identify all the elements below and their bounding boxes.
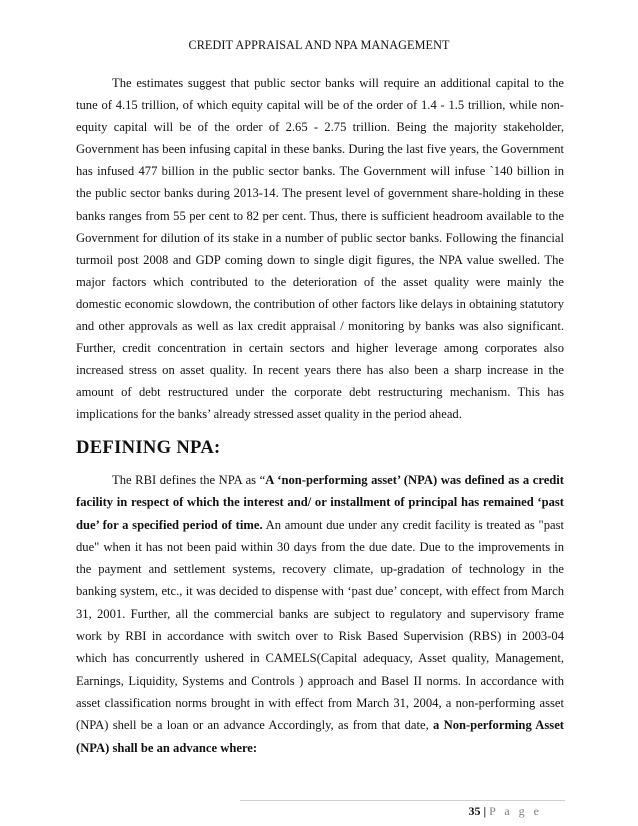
paragraph-1-text: The estimates suggest that public sector banks will require an additional capital to the tune of 4.15 trillion, of which equity capital will be of the order of 1.4 - 1.5 trillion, while non-equity capital will be of the order of 2.65 - 2.75 trillion. Being the majority stakeholder, Government has been infusing capital in these banks. During the last five years, the Government has infused 477 billion in the public sector banks. The Government will infuse `140 billion in the public sector banks during 2013-14. The present level of government share-holding in these banks ranges from 55 per cent to 82 per cent. Thus, there is sufficient headroom available to the Government for dilution of its stake in a number of public sector banks. Following the financial turmoil post 2008 and GDP coming down to single digit figures, the NPA value swelled. The major factors which contributed to the deterioration of the asset quality were mainly the domestic economic slowdown, the contribution of other factors like delays in obtaining statutory and other approvals as well as lax credit appraisal / monitoring by banks was also significant. Further, credit concentration in certain sectors and higher leverage among corporates also increased stress on asset quality. In recent years there has also been a sharp increase in the amount of debt restructured under the corporate debt restructuring mechanism. This has implications for the banks’ already stressed asset quality in the period ahead. <box>76 76 564 422</box>
paragraph-2-body: An amount due under any credit facility is treated as "past due" when it has not been paid within 30 days from the due date. Due to the improvements in the payment and settlement systems, recovery climate, up-gradation of technology in the banking system, etc., it was decided to dispense with ‘past due’ concept, with effect from March 31, 2001. Further, all the commercial banks are subject to regulatory and supervisory frame work by RBI in accordance with switch over to Risk Based Supervision (RBS) in 2003-04 which has concurrently ushered in CAMELS(Capital adequacy, Asset quality, Management, Earnings, Liquidity, Systems and Controls ) approach and Basel II norms. In accordance with asset classification norms brought in with effect from March 31, 2004, a non-performing asset (NPA) shell be a loan or an advance Accordingly, as from that date, <box>76 517 564 733</box>
footer-divider <box>240 800 565 801</box>
body-paragraph-2 <box>76 469 564 759</box>
page-number: 35 <box>468 804 481 818</box>
paragraph-2-intro: The RBI defines the NPA as “ <box>112 473 266 487</box>
running-header: CREDIT APPRAISAL AND NPA MANAGEMENT <box>188 38 450 52</box>
npa-definition-bold: A ‘non-performing asset’ (NPA) was defined as a credit facility in respect of which the interest and/ or installment of principal has remained ‘past due’ for a specified period of time. <box>76 473 564 532</box>
body-paragraph-1 <box>76 72 564 426</box>
page-separator: | <box>483 804 487 818</box>
npa-closing-bold: a Non-performing Asset (NPA) shall be an advance where: <box>76 718 564 755</box>
page-number-footer <box>468 804 542 819</box>
page-label: P a g e <box>489 804 542 818</box>
section-heading: DEFINING NPA: <box>76 437 221 458</box>
